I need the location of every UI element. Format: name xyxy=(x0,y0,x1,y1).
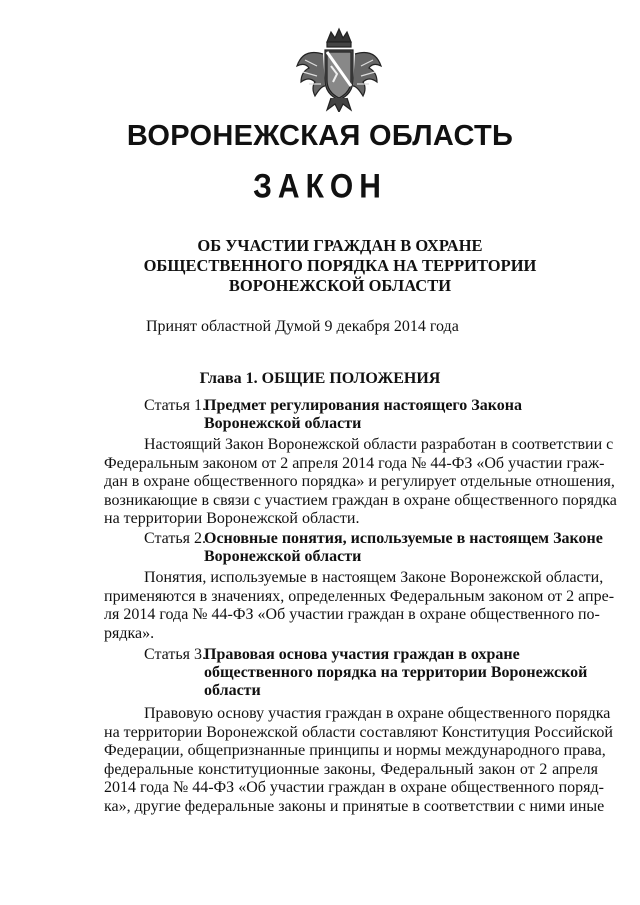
law-title-line: ВОРОНЕЖСКОЙ ОБЛАСТИ xyxy=(228,276,452,295)
article-title xyxy=(204,530,603,566)
text-line: 2014 года № 44-ФЗ «Об участии граждан в охране общественного поряд- xyxy=(104,779,604,796)
text-line: федеральные конституционные законы, Федеральный закон от 2 апреля xyxy=(104,760,598,778)
text-line: ля 2014 года № 44-ФЗ «Об участии граждан в охране общественного по- xyxy=(104,606,600,623)
article-title-line: Предмет регулирования настоящего Закона xyxy=(204,397,522,414)
text-line: дан в охране общественного порядка» и регулирует отдельные отношения, xyxy=(104,473,615,490)
text-line: ка», другие федеральные законы и принятые в соответствии с ними иные xyxy=(104,797,605,815)
article-number: Статья 3. xyxy=(144,646,206,663)
coat-of-arms-emblem xyxy=(291,26,387,112)
text-line: Правовую основу участия граждан в охране общественного порядка xyxy=(144,705,611,722)
article-1-text xyxy=(104,436,617,529)
article-title-line: Основные понятия, используемые в настоящем Законе xyxy=(204,530,603,547)
text-line: Федеральным законом от 2 апреля 2014 года № 44-ФЗ «Об участии граж- xyxy=(104,454,605,472)
law-title-line: ОБ УЧАСТИИ ГРАЖДАН В ОХРАНЕ xyxy=(197,236,483,255)
article-title-line: Воронежской области xyxy=(204,548,362,565)
law-title xyxy=(100,236,580,296)
chapter-heading: Глава 1. ОБЩИЕ ПОЛОЖЕНИЯ xyxy=(199,370,441,387)
article-3-text xyxy=(104,705,613,816)
article-title xyxy=(204,397,522,433)
article-title-line: Воронежской области xyxy=(204,415,362,432)
article-number: Статья 1. xyxy=(144,397,206,414)
article-title xyxy=(204,646,587,700)
text-line: рядка». xyxy=(104,624,155,642)
text-line: Федерации, общепризнанные принципы и нормы международного права, xyxy=(104,742,606,759)
text-line: Понятия, используемые в настоящем Законе Воронежской области, xyxy=(144,569,604,586)
text-line: возникающие в связи с участием граждан в охране общественного порядка xyxy=(104,491,617,509)
article-title-line: Правовая основа участия граждан в охране xyxy=(204,646,520,663)
article-2-text xyxy=(104,569,615,643)
article-title-line: области xyxy=(204,682,261,699)
law-title-line: ОБЩЕСТВЕННОГО ПОРЯДКА НА ТЕРРИТОРИИ xyxy=(143,256,537,275)
document-type: ЗАКОН xyxy=(253,167,387,206)
text-line: применяются в значениях, определенных Федеральным законом от 2 апре- xyxy=(104,587,615,605)
article-number: Статья 2. xyxy=(144,530,206,547)
region-heading: ВОРОНЕЖСКАЯ ОБЛАСТЬ xyxy=(126,120,514,152)
adoption-line: Принят областной Думой 9 декабря 2014 года xyxy=(146,318,459,335)
text-line: на территории Воронежской области. xyxy=(104,510,360,527)
text-line: Настоящий Закон Воронежской области разработан в соответствии с xyxy=(144,436,614,453)
article-title-line: общественного порядка на территории Воронежской xyxy=(204,664,588,681)
text-line: на территории Воронежской области составляют Конституция Российской xyxy=(104,723,613,741)
